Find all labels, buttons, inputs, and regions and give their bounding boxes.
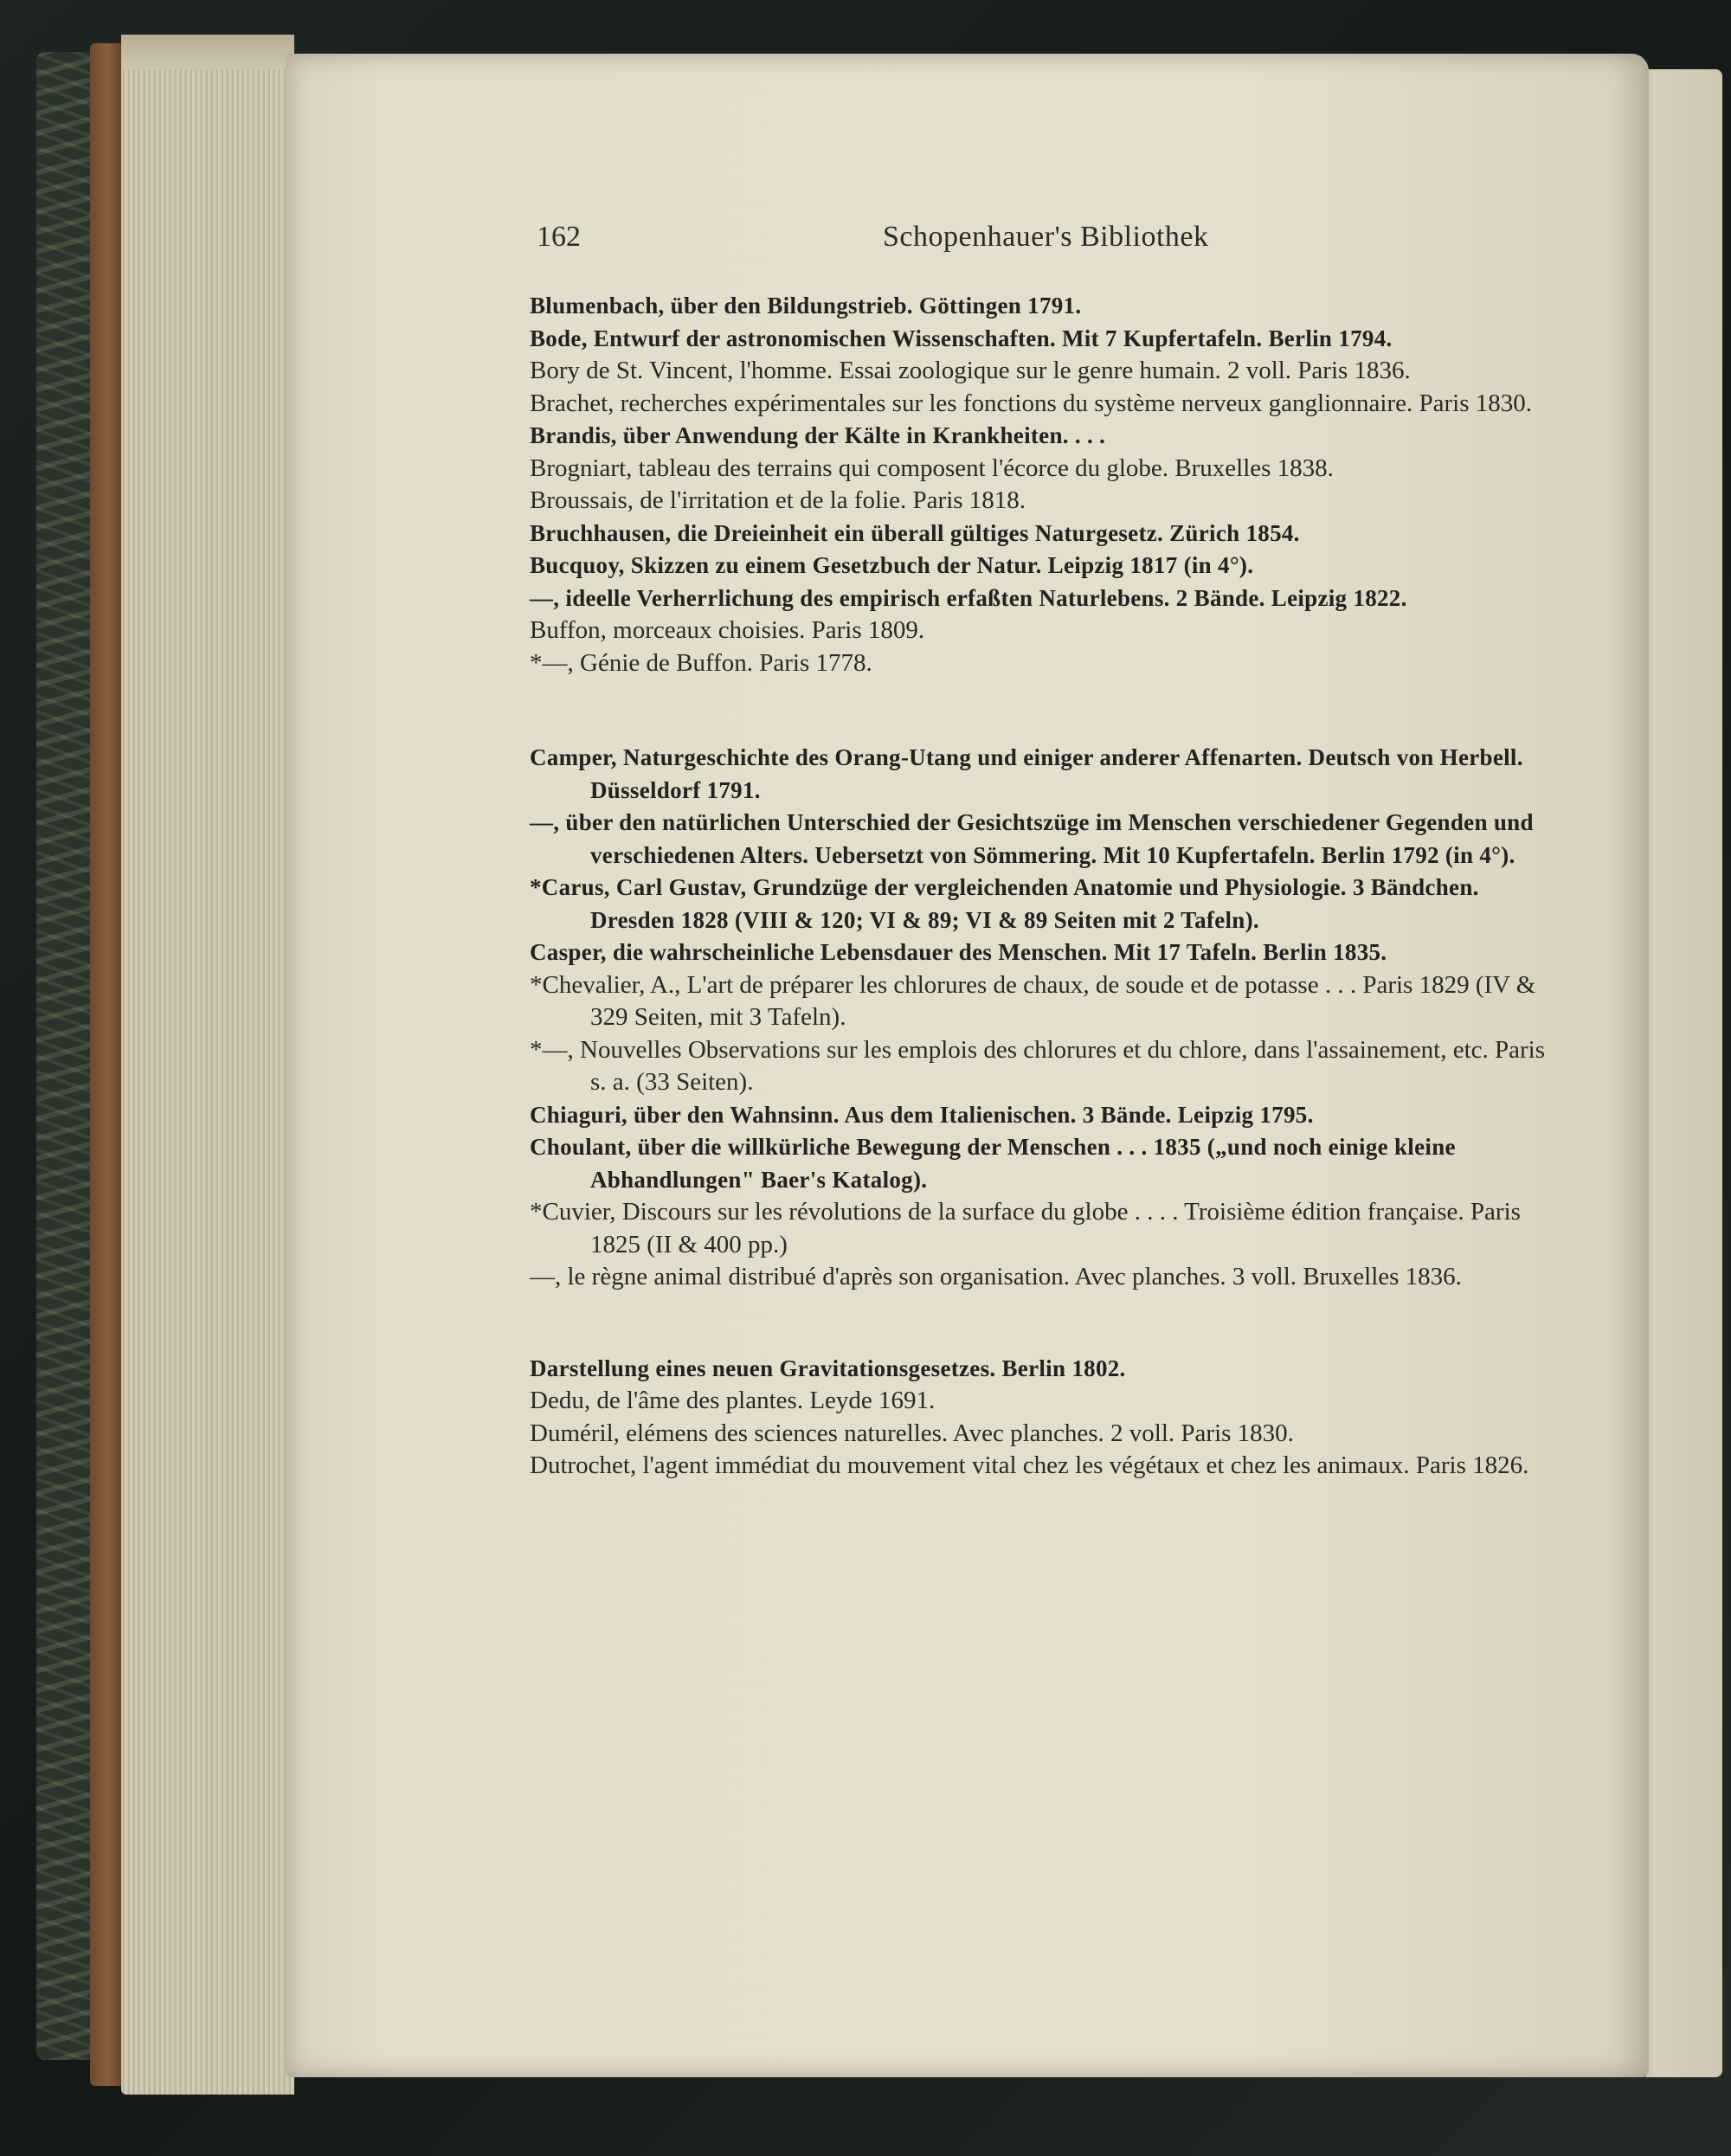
entry: Darstellung eines neuen Gravitationsgesetzes. Berlin 1802. bbox=[530, 1355, 1126, 1381]
entry: *Chevalier, A., L'art de préparer les chlorures de chaux, de soude et de potasse . . . Paris 1829 (IV & 329 Seiten, mit 3 Tafeln). bbox=[530, 970, 1536, 1031]
binding-edge bbox=[90, 43, 125, 2086]
page-number: 162 bbox=[537, 221, 581, 253]
entry: Bucquoy, Skizzen zu einem Gesetzbuch der Natur. Leipzig 1817 (in 4°). bbox=[530, 552, 1254, 578]
page-block-edge bbox=[121, 35, 294, 2095]
entry: Choulant, über die willkürliche Bewegung der Menschen . . . 1835 („und noch einige kleine Abhandlungen" Baer's Katalog). bbox=[530, 1134, 1456, 1193]
entry: Duméril, elémens des sciences naturelles. Avec planches. 2 voll. Paris 1830. bbox=[530, 1419, 1294, 1447]
entry: Brachet, recherches expérimentales sur les fonctions du système nerveux ganglionnaire. Paris 1830. bbox=[530, 389, 1533, 417]
entry: Bode, Entwurf der astronomischen Wissenschaften. Mit 7 Kupfertafeln. Berlin 1794. bbox=[530, 325, 1393, 351]
entry: Brogniart, tableau des terrains qui composent l'écorce du globe. Bruxelles 1838. bbox=[530, 454, 1334, 482]
entry: Camper, Naturgeschichte des Orang-Utang und einiger anderer Affenarten. Deutsch von Herbell. Düsseldorf 1791. bbox=[530, 744, 1523, 803]
entry: *—, Génie de Buffon. Paris 1778. bbox=[530, 648, 872, 677]
entry: Casper, die wahrscheinliche Lebensdauer des Menschen. Mit 17 Tafeln. Berlin 1835. bbox=[530, 939, 1387, 965]
entry: —, über den natürlichen Unterschied der Gesichtszüge im Menschen verschiedener Gegenden und verschiedenen Alters. Uebersetzt von Sömmering. Mit 10 Kupfertafeln. Berlin 1792 (in 4°). bbox=[530, 809, 1534, 868]
running-title: Schopenhauer's Bibliothek bbox=[883, 221, 1209, 253]
bibliography-list bbox=[530, 290, 1551, 1483]
entry: Blumenbach, über den Bildungstrieb. Göttingen 1791. bbox=[530, 293, 1082, 319]
entry: *Cuvier, Discours sur les révolutions de la surface du globe . . . . Troisième édition française. Paris 1825 (II & 400 pp.) bbox=[530, 1198, 1521, 1258]
page-header bbox=[537, 221, 1229, 273]
entry: Dedu, de l'âme des plantes. Leyde 1691. bbox=[530, 1387, 936, 1414]
entry: Brandis, über Anwendung der Kälte in Krankheiten. . . . bbox=[530, 422, 1106, 448]
entry: Chiaguri, über den Wahnsinn. Aus dem Italienischen. 3 Bände. Leipzig 1795. bbox=[530, 1101, 1314, 1128]
entry: Buffon, morceaux choisies. Paris 1809. bbox=[530, 616, 925, 644]
entry: —, le règne animal distribué d'après son organisation. Avec planches. 3 voll. Bruxelles 1836. bbox=[530, 1263, 1462, 1290]
entry: Bruchhausen, die Dreieinheit ein überall gültiges Naturgesetz. Zürich 1854. bbox=[530, 519, 1300, 546]
entry: *—, Nouvelles Observations sur les emplois des chlorures et du chlore, dans l'assainement, etc. Paris s. a. (33 Seiten). bbox=[530, 1035, 1546, 1096]
entry: *Carus, Carl Gustav, Grundzüge der vergleichenden Anatomie und Physiologie. 3 Bändchen. Dresden 1828 (VIII & 120; VI & 89; VI & 89 Seiten mit 2 Tafeln). bbox=[530, 874, 1479, 933]
entry: Bory de St. Vincent, l'homme. Essai zoologique sur le genre humain. 2 voll. Paris 1836. bbox=[530, 357, 1411, 384]
entry: Dutrochet, l'agent immédiat du mouvement vital chez les végétaux et chez les animaux. Paris 1826. bbox=[530, 1451, 1529, 1479]
entry: —, ideelle Verherrlichung des empirisch erfaßten Naturlebens. 2 Bände. Leipzig 1822. bbox=[530, 584, 1407, 611]
entry: Broussais, de l'irritation et de la folie. Paris 1818. bbox=[530, 486, 1026, 514]
